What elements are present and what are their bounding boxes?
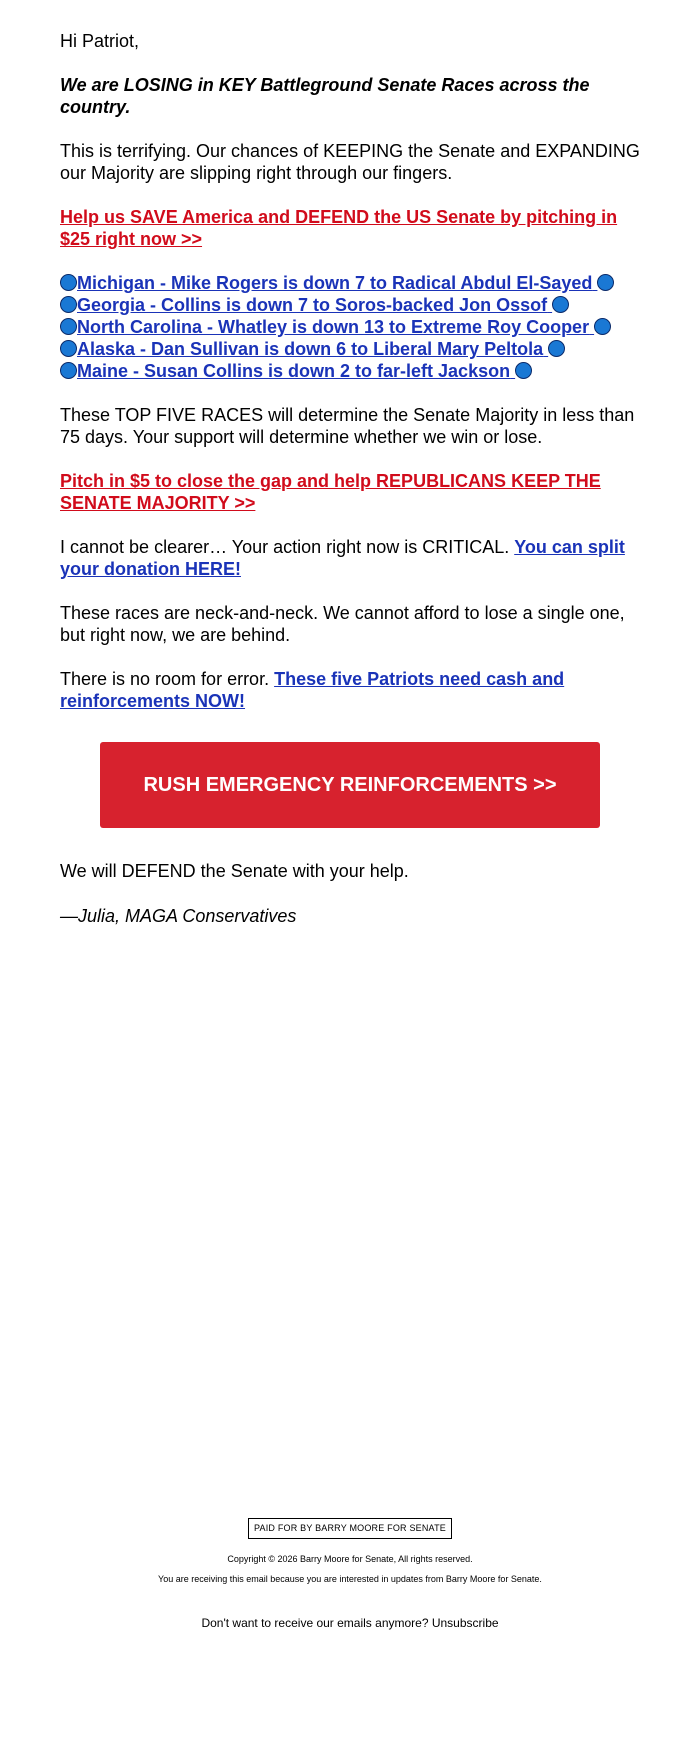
headline: We are LOSING in KEY Battleground Senate Races across the country.: [60, 75, 590, 117]
donate-25-link[interactable]: Help us SAVE America and DEFEND the US Senate by pitching in $25 right now >>: [60, 207, 618, 249]
blue-circle-icon: [548, 340, 565, 357]
split-donation-link[interactable]: You can split your donation HERE!: [60, 537, 625, 579]
blue-circle-icon: [60, 340, 77, 357]
unsubscribe-link[interactable]: Unsubscribe: [431, 1616, 499, 1630]
race-text: Maine - Susan Collins is down 2 to far-left Jackson: [77, 361, 511, 381]
intro-paragraph: This is terrifying. Our chances of KEEPING the Senate and EXPANDING our Majority are slipping right through our fingers.: [60, 141, 640, 183]
blue-circle-icon: [60, 274, 77, 291]
five-patriots-link[interactable]: These five Patriots need cash and reinforcements NOW!: [60, 669, 565, 711]
blue-circle-icon: [60, 318, 77, 335]
cta-paragraph-1: [60, 206, 650, 250]
blue-circle-icon: [597, 274, 614, 291]
race-link-georgia[interactable]: [60, 294, 614, 316]
race-link-michigan[interactable]: [60, 272, 614, 294]
paid-for-disclaimer: PAID FOR BY BARRY MOORE FOR SENATE: [248, 1518, 452, 1539]
cta-paragraph-2: [60, 470, 650, 514]
closing-line: We will DEFEND the Senate with your help.: [60, 861, 409, 881]
race-text: North Carolina - Whatley is down 13 to Extreme Roy Cooper: [77, 317, 590, 337]
blue-circle-icon: [60, 296, 77, 313]
blue-circle-icon: [60, 362, 77, 379]
unsubscribe-line: [0, 1616, 700, 1631]
signature: —Julia, MAGA Conservatives: [60, 906, 297, 926]
race-link-north-carolina[interactable]: [60, 316, 614, 338]
room-paragraph: [60, 668, 650, 712]
blue-circle-icon: [515, 362, 532, 379]
footer: [0, 1518, 700, 1539]
blue-circle-icon: [552, 296, 569, 313]
clearer-text: I cannot be clearer… Your action right now is CRITICAL.: [60, 537, 515, 557]
neck-paragraph: These races are neck-and-neck. We cannot afford to lose a single one, but right now, we are behind.: [60, 603, 625, 645]
donate-5-link[interactable]: Pitch in $5 to close the gap and help REPUBLICANS KEEP THE SENATE MAJORITY >>: [60, 471, 601, 513]
race-link-alaska[interactable]: [60, 338, 614, 360]
race-text: Georgia - Collins is down 7 to Soros-backed Jon Ossof: [77, 295, 548, 315]
blue-circle-icon: [594, 318, 611, 335]
greeting: Hi Patriot,: [60, 31, 140, 51]
race-text: Michigan - Mike Rogers is down 7 to Radical Abdul El-Sayed: [77, 273, 593, 293]
race-list: [60, 272, 614, 382]
race-link-maine[interactable]: [60, 360, 614, 382]
room-text: There is no room for error.: [60, 669, 275, 689]
clearer-paragraph: [60, 536, 650, 580]
unsubscribe-prompt: Don't want to receive our emails anymore?: [201, 1616, 432, 1630]
copyright-text: Copyright © 2026 Barry Moore for Senate, All rights reserved.: [227, 1554, 473, 1564]
race-text: Alaska - Dan Sullivan is down 6 to Liberal Mary Peltola: [77, 339, 544, 359]
top-five-paragraph: These TOP FIVE RACES will determine the Senate Majority in less than 75 days. Your support will determine whether we win or lose.: [60, 405, 635, 447]
rush-reinforcements-button[interactable]: RUSH EMERGENCY REINFORCEMENTS >>: [100, 742, 600, 828]
receiving-notice: You are receiving this email because you are interested in updates from Barry Moore for Senate.: [158, 1574, 542, 1584]
